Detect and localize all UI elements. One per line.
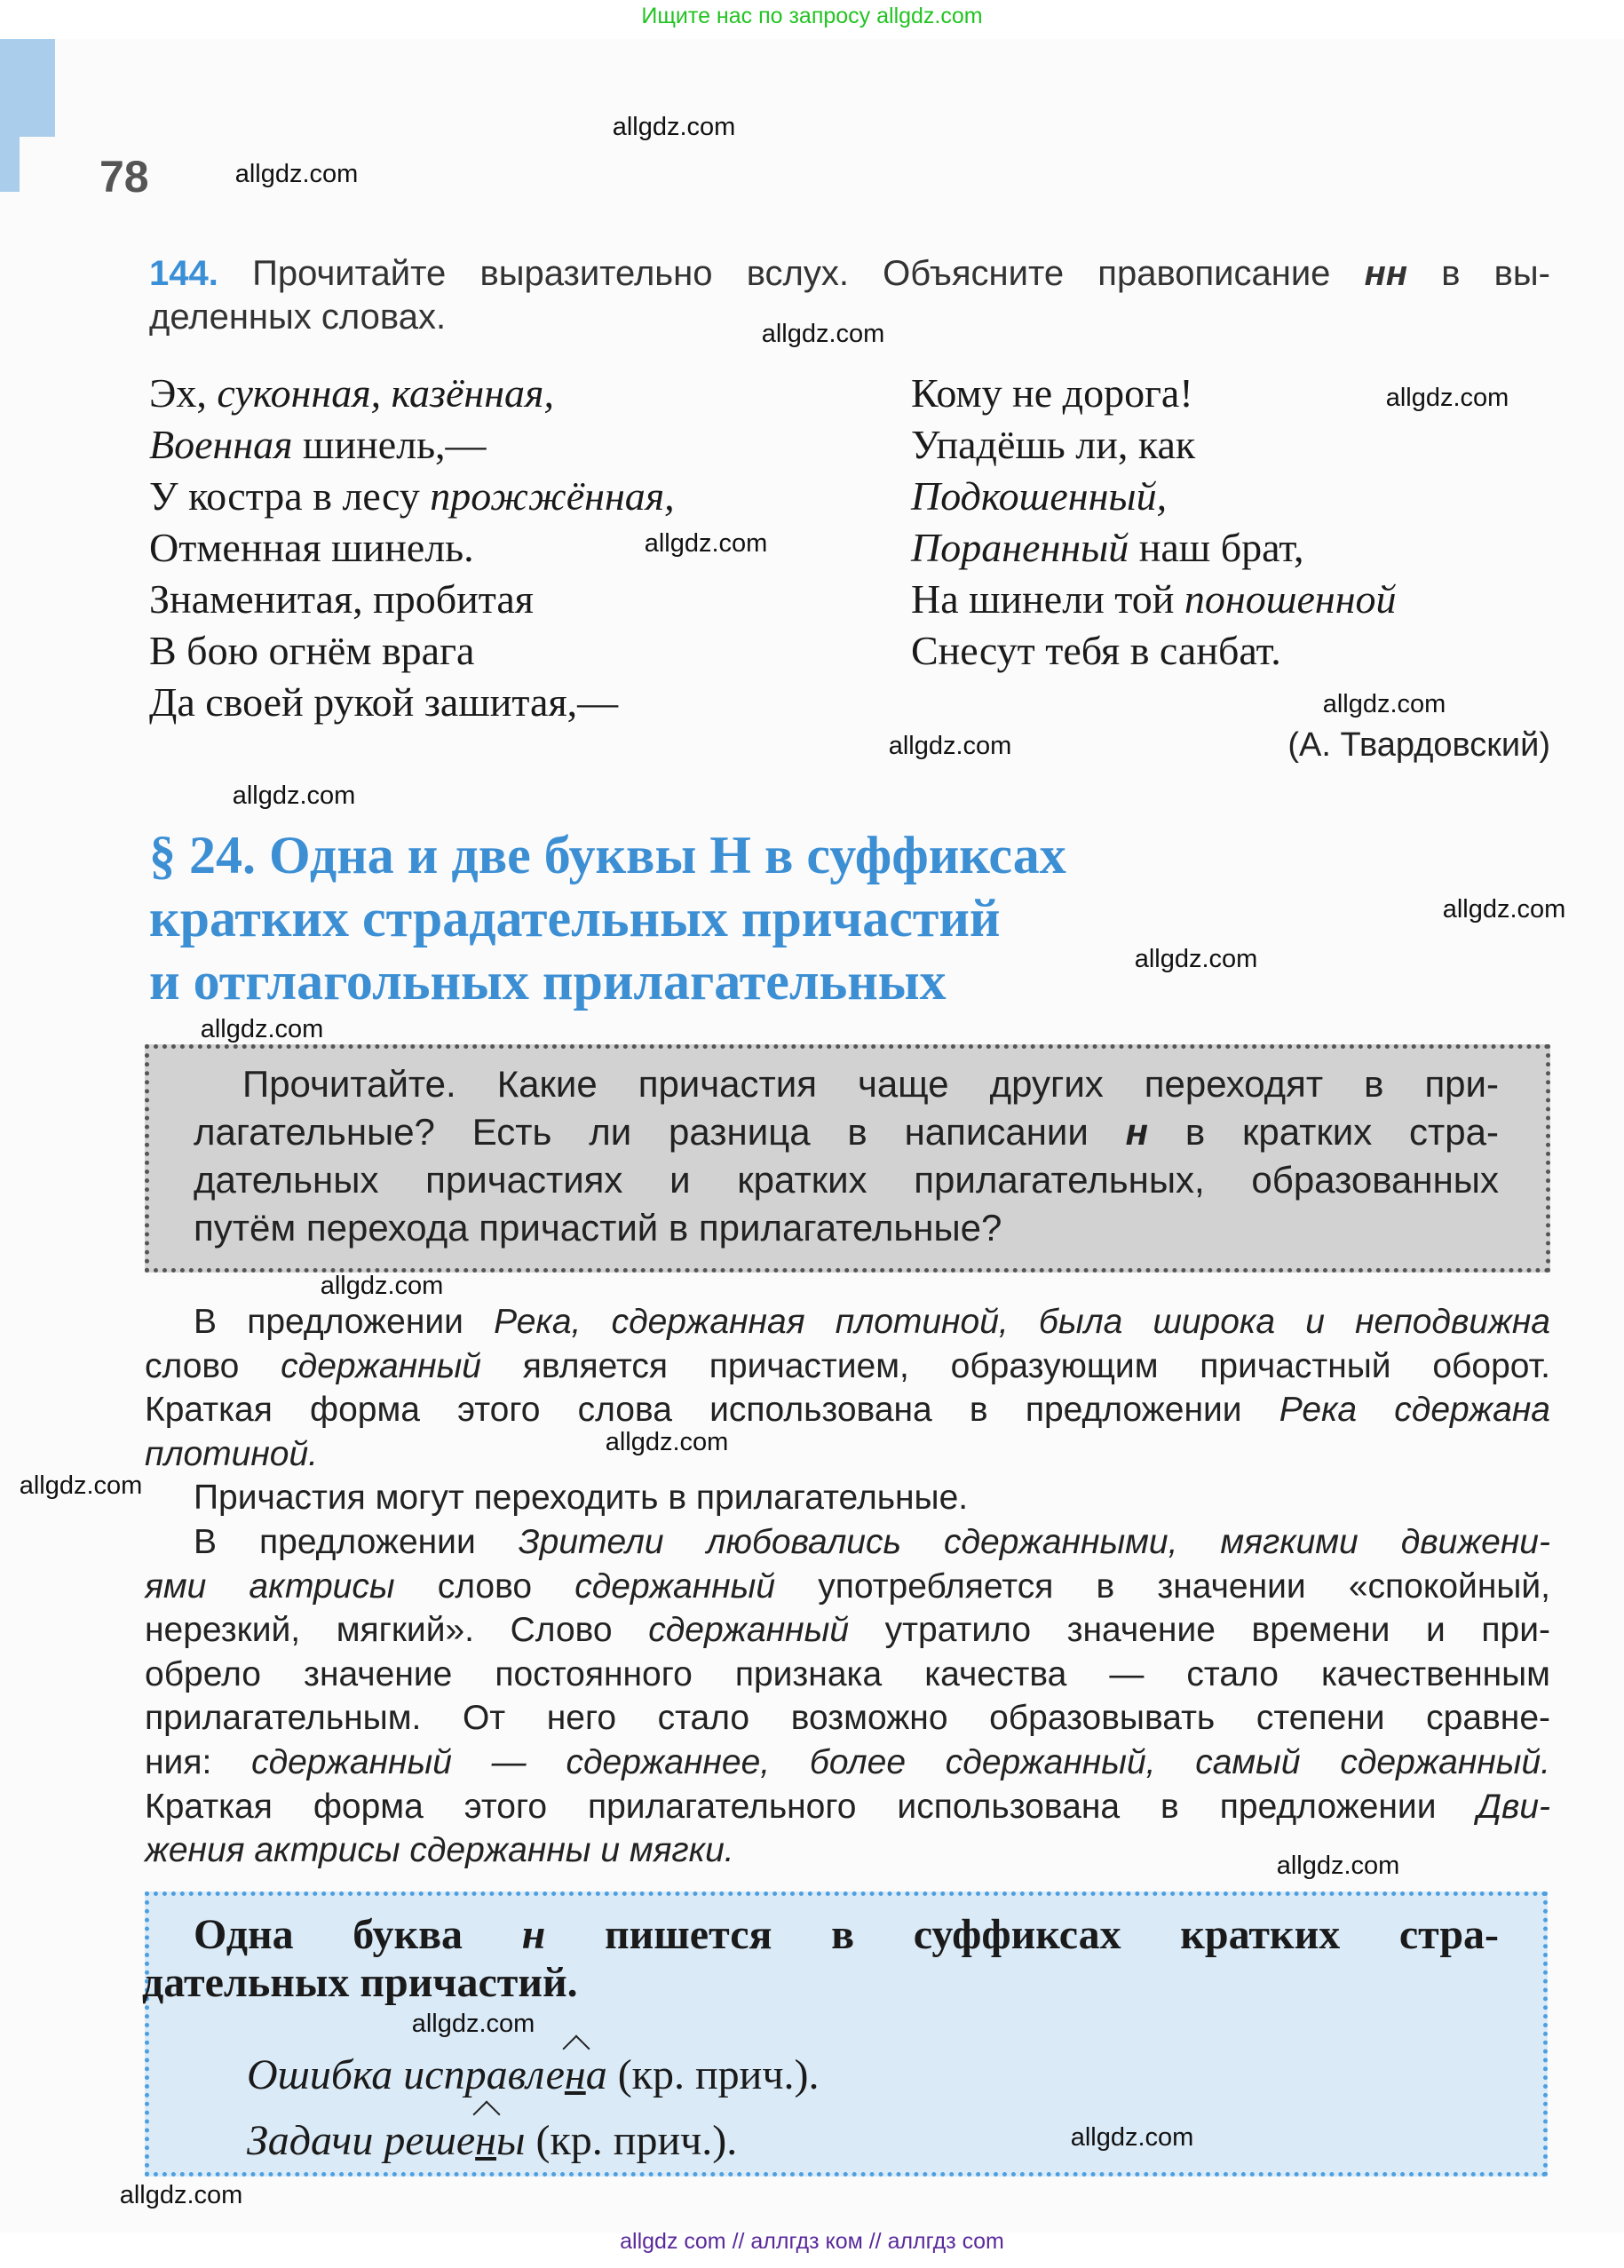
text-segment: нерезкий, мягкий». Слово (145, 1611, 649, 1650)
watermark: allgdz.com (1385, 384, 1509, 412)
text-line (247, 2108, 820, 2174)
watermark: allgdz.com (19, 1471, 143, 1500)
text-segment: Краткая форма этого слова использована в предложении (145, 1391, 1279, 1430)
watermark: allgdz.com (761, 320, 885, 348)
text-segment: Кому не дорога! (911, 370, 1193, 416)
watermark: allgdz.com (1442, 895, 1566, 924)
text-line (149, 522, 675, 574)
text-line (194, 1156, 1499, 1204)
text-line (145, 1432, 1550, 1477)
text-segment: шинель,— (292, 422, 487, 467)
watermark: allgdz.com (234, 160, 359, 188)
watermark: allgdz.com (411, 2010, 535, 2038)
text-line (911, 419, 1397, 471)
watermark: allgdz.com (320, 1272, 444, 1300)
text-segment: слово (145, 1346, 281, 1385)
text-segment: Прочитайте выразительно вслух. Объясните правописание (252, 254, 1365, 293)
text-segment: Эх, (149, 370, 218, 416)
text-segment: дательных причастиях и кратких прилагательных, образованных (194, 1159, 1499, 1201)
text-segment: а (585, 2051, 607, 2098)
body-text (145, 1300, 1550, 1873)
text-line (145, 1565, 1550, 1609)
text-segment: Упадёшь ли, как (911, 422, 1196, 467)
watermark: allgdz.com (612, 113, 736, 141)
text-segment: в кратких стра- (1148, 1111, 1500, 1153)
text-line (145, 1696, 1550, 1741)
text-segment: Река, сдержанная плотиной, была широка и неподвижна (494, 1303, 1550, 1341)
text-segment: жения актрисы сдержанны и мягки. (145, 1831, 734, 1870)
watermark: allgdz.com (1134, 945, 1258, 973)
text-line (145, 1653, 1550, 1697)
heading-line: кратких страдательных причастий (149, 889, 1001, 948)
text-line (145, 1520, 1550, 1565)
text-line (247, 2042, 820, 2108)
text-segment: Снесут тебя в санбат. (911, 628, 1281, 673)
top-banner[interactable]: Ищите нас по запросу allgdz.com (641, 4, 983, 28)
text-line (911, 368, 1397, 419)
text-segment: прилагательным. От него стало возможно образовывать степени сравне- (145, 1699, 1550, 1738)
text-segment: сдержанный (574, 1566, 776, 1606)
text-segment: (кр. прич.). (525, 2117, 738, 2164)
text-segment: Пораненный (911, 525, 1129, 570)
heading-line: § 24. Одна и две буквы Н в суффиксах (149, 826, 1066, 884)
text-segment: поношенной (1184, 576, 1397, 622)
text-segment: Отменная шинель. (149, 525, 474, 570)
text-segment: пишется в суффиксах кратких стра- (545, 1911, 1500, 1958)
watermark: allgdz.com (119, 2181, 243, 2209)
text-segment: н (521, 1911, 546, 1958)
watermark: allgdz.com (232, 781, 356, 810)
text-segment: В бою огнём врага (149, 628, 475, 673)
question-text (194, 1060, 1499, 1252)
text-line (911, 625, 1397, 677)
text-segment: Ошибка исправле (247, 2051, 565, 2098)
text-segment: сдержанный (648, 1611, 850, 1650)
text-line (911, 522, 1397, 574)
text-line (145, 1300, 1550, 1344)
watermark: allgdz.com (888, 732, 1012, 760)
footer-links[interactable]: allgdz com // аллгдз ком // аллгдз com (620, 2229, 1004, 2254)
text-segment: ями актрисы (145, 1566, 395, 1606)
poem-left-column (149, 368, 675, 728)
stressed-suffix-letter: н (475, 2108, 496, 2174)
text-segment: Военная (149, 422, 293, 467)
text-line (194, 1060, 1499, 1108)
watermark: allgdz.com (644, 529, 768, 558)
text-line (149, 368, 675, 419)
text-line (149, 419, 675, 471)
watermark: allgdz.com (605, 1428, 729, 1456)
text-segment: лагательные? Есть ли разница в написании (194, 1111, 1126, 1153)
text-segment: Дви- (1477, 1787, 1550, 1826)
text-segment: н (1125, 1111, 1149, 1153)
text-segment: нн (1364, 254, 1407, 293)
text-segment: На шинели той (911, 576, 1184, 622)
section-heading (149, 824, 1066, 1013)
task-line (149, 252, 1550, 296)
text-segment: деленных словах. (149, 297, 447, 337)
text-segment: Знаменитая, пробитая (149, 576, 534, 622)
text-segment: дательных причастий. (142, 1959, 578, 2006)
task-line-text (252, 254, 1550, 293)
stressed-suffix-letter: н (565, 2042, 586, 2108)
text-line (149, 574, 675, 625)
text-segment: Да своей рукой зашитая,— (149, 679, 619, 725)
text-line (145, 1476, 1550, 1520)
text-line (194, 1911, 1499, 1959)
watermark: allgdz.com (200, 1015, 324, 1043)
text-line (145, 1741, 1550, 1785)
text-segment: Прочитайте. Какие причастия чаще других переходят в при- (242, 1063, 1499, 1105)
text-segment: Подкошенный, (911, 473, 1168, 519)
text-line (194, 1204, 1499, 1252)
text-line (145, 1785, 1550, 1829)
text-segment: (кр. прич.). (606, 2051, 820, 2098)
text-segment: в вы- (1406, 254, 1550, 293)
poem-author: (А. Твардовский) (1287, 726, 1550, 764)
text-segment: ния: (145, 1742, 252, 1781)
text-segment: плотиной. (145, 1434, 318, 1473)
text-segment: ы (495, 2117, 526, 2164)
text-line (194, 1108, 1499, 1156)
text-segment: У костра в лесу (149, 473, 431, 519)
page-corner-strip (0, 133, 20, 192)
text-segment: путём перехода причастий в прилагательные? (194, 1207, 1002, 1249)
text-line (142, 1959, 1499, 2007)
text-segment: наш брат, (1129, 525, 1304, 570)
text-segment: Краткая форма этого прилагательного использована в предложении (145, 1787, 1477, 1826)
text-line (149, 625, 675, 677)
text-segment: Зрители любовались сдержанными, мягкими движени- (518, 1522, 1550, 1561)
text-segment: суконная, казённая, (217, 370, 554, 416)
text-segment: В предложении (194, 1303, 495, 1341)
text-segment: прожжённая, (430, 473, 675, 519)
text-line (911, 574, 1397, 625)
text-segment: обрело значение постоянного признака качества — стало качественным (145, 1654, 1550, 1693)
text-line (145, 1388, 1550, 1432)
watermark: allgdz.com (1322, 690, 1446, 718)
heading-line: и отглагольных прилагательных (149, 952, 947, 1011)
rule-examples (247, 2042, 820, 2174)
text-line (149, 677, 675, 728)
text-segment: сдержанный — сдержаннее, более сдержанный, самый сдержанный. (251, 1742, 1550, 1781)
watermark: allgdz.com (1070, 2123, 1194, 2152)
text-line (145, 1344, 1550, 1389)
page-number: 78 (99, 152, 149, 202)
page-corner-strip (0, 39, 55, 137)
rule-text (142, 1911, 1500, 2007)
text-line (911, 471, 1397, 522)
text-segment: Река сдержана (1279, 1391, 1550, 1430)
text-segment: В предложении (194, 1522, 519, 1561)
task-number: 144. (149, 254, 218, 293)
watermark: allgdz.com (1276, 1852, 1400, 1880)
text-segment: Задачи реше (247, 2117, 476, 2164)
text-line (149, 471, 675, 522)
text-segment: утратило значение времени и при- (849, 1611, 1550, 1650)
text-segment: Одна буква (194, 1911, 522, 1958)
poem-right-column (911, 368, 1397, 677)
text-segment: является причастием, образующим причастный оборот. (480, 1346, 1550, 1385)
text-segment: слово (394, 1566, 575, 1606)
text-segment: употребляется в значении «спокойный, (775, 1566, 1551, 1606)
text-segment: сдержанный (281, 1346, 481, 1385)
text-line (145, 1608, 1550, 1653)
text-segment: Причастия могут переходить в прилагательные. (194, 1479, 969, 1518)
